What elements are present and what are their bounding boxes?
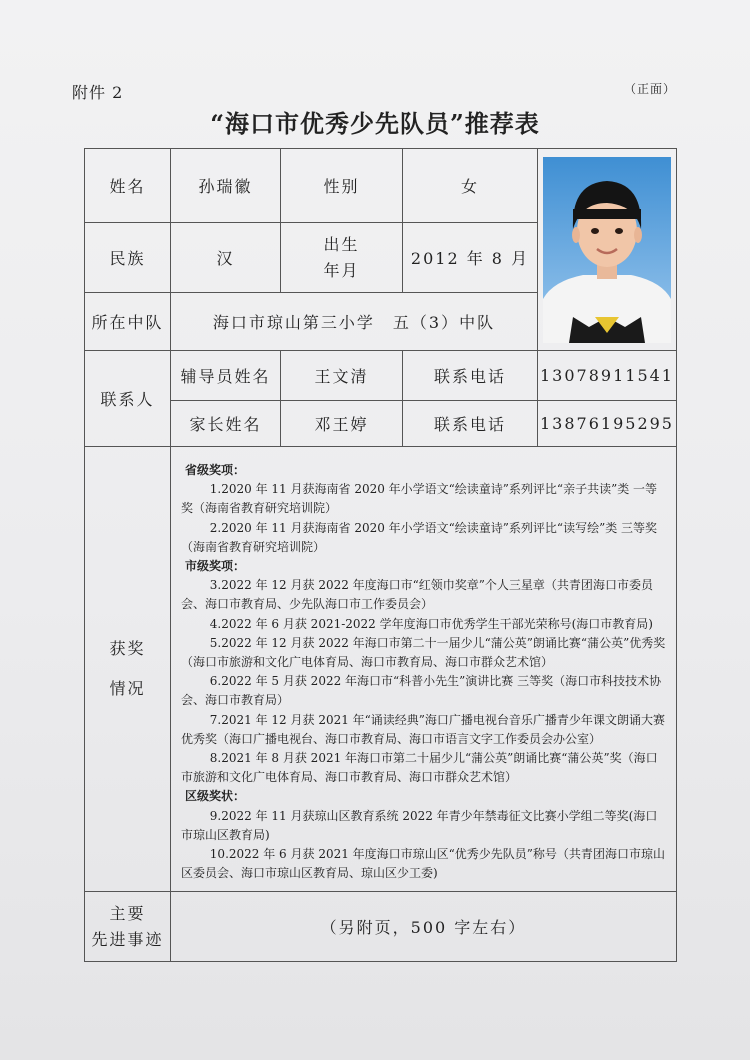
birth-label-line2: 年月 (323, 260, 360, 280)
ethnicity-label: 民族 (85, 223, 171, 293)
provincial-heading: 省级奖项： (185, 463, 246, 477)
page-title: “海口市优秀少先队员”推荐表 (210, 109, 540, 138)
counselor-phone-label: 联系电话 (403, 351, 538, 401)
counselor-phone: 13078911541 (538, 351, 677, 401)
portrait-icon (543, 157, 671, 343)
gender-value: 女 (403, 149, 538, 223)
student-portrait-photo (543, 157, 671, 343)
side-label: （正面） (623, 82, 676, 96)
birth-label (281, 223, 403, 293)
parent-label: 家长姓名 (171, 401, 281, 447)
award-item: 4.2022 年 6 月获 2021-2022 学年度海口市优秀学生干部光荣称号(海口市教育局) (209, 616, 653, 631)
award-item: 9.2022 年 11 月获琼山区教育系统 2022 年青少年禁毒征文比赛小学组二等奖(海口市琼山区教育局) (181, 808, 658, 842)
attachment-label: 附件 2 (72, 83, 124, 102)
award-item: 10.2022 年 6 月获 2021 年度海口市琼山区“优秀少先队员”称号（共青团海口市琼山区委员会、海口市琼山区教育局、琼山区少工委) (181, 847, 665, 881)
recommendation-table (84, 148, 677, 962)
award-item: 2.2020 年 11 月获海南省 2020 年小学语文“绘读童诗”系列评比“读写绘”类 三等奖（海南省教育研究培训院） (181, 520, 658, 554)
award-item: 8.2021 年 8 月获 2021 年海口市第二十届少儿“蒲公英”朗诵比赛“蒲公英”奖（海口市旅游和文化广电体育局、海口市教育局、海口市群众艺术馆） (181, 751, 658, 785)
counselor-name: 王文清 (281, 351, 403, 401)
counselor-label: 辅导员姓名 (171, 351, 281, 401)
deeds-label-line2: 先进事迹 (91, 929, 164, 949)
contact-label: 联系人 (85, 351, 171, 447)
parent-phone-label: 联系电话 (403, 401, 538, 447)
award-item: 3.2022 年 12 月获 2022 年度海口市“红领巾奖章”个人三星章（共青团海口市委员会、海口市教育局、少先队海口市工作委员会） (181, 578, 653, 612)
gender-label: 性别 (281, 149, 403, 223)
deeds-label-line1: 主要 (109, 903, 146, 923)
squad-value: 海口市琼山第三小学 五（3）中队 (171, 293, 538, 351)
ethnicity-value: 汉 (171, 223, 281, 293)
awards-label (85, 447, 171, 892)
city-heading: 市级奖项： (185, 559, 246, 574)
awards-label-line2: 情况 (109, 679, 146, 699)
name-label: 姓名 (85, 149, 171, 223)
award-item: 6.2022 年 5 月获 2022 年海口市“科普小先生”演讲比赛 三等奖（海口市科技技术协会、海口市教育局） (181, 674, 662, 708)
name-value: 孙瑞徽 (171, 149, 281, 223)
deeds-label (85, 892, 171, 962)
award-item: 7.2021 年 12 月获 2021 年“诵读经典”海口广播电视台音乐广播青少年课文朗诵大赛优秀奖（海口广播电视台、海口市教育局、海口市语言文字工作委员会办公室） (181, 712, 665, 746)
award-item: 1.2020 年 11 月获海南省 2020 年小学语文“绘读童诗”系列评比“亲子共读”类 一等奖（海南省教育研究培训院） (181, 482, 658, 516)
deeds-note: （另附页，500 字左右） (171, 892, 677, 962)
award-item: 5.2022 年 12 月获 2022 年海口市第二十一届少儿“蒲公英”朗诵比赛“蒲公英”优秀奖（海口市旅游和文化广电体育局、海口市教育局、海口市群众艺术馆） (181, 635, 666, 670)
birth-label-line1: 出生 (323, 234, 360, 254)
district-heading: 区级奖状： (185, 789, 246, 804)
awards-content (171, 447, 677, 892)
awards-label-line1: 获奖 (109, 639, 146, 659)
squad-label: 所在中队 (85, 293, 171, 351)
photo-cell (538, 149, 677, 351)
parent-phone: 13876195295 (538, 401, 677, 447)
parent-name: 邓王婷 (281, 401, 403, 447)
birth-value: 2012 年 8 月 (403, 223, 538, 293)
